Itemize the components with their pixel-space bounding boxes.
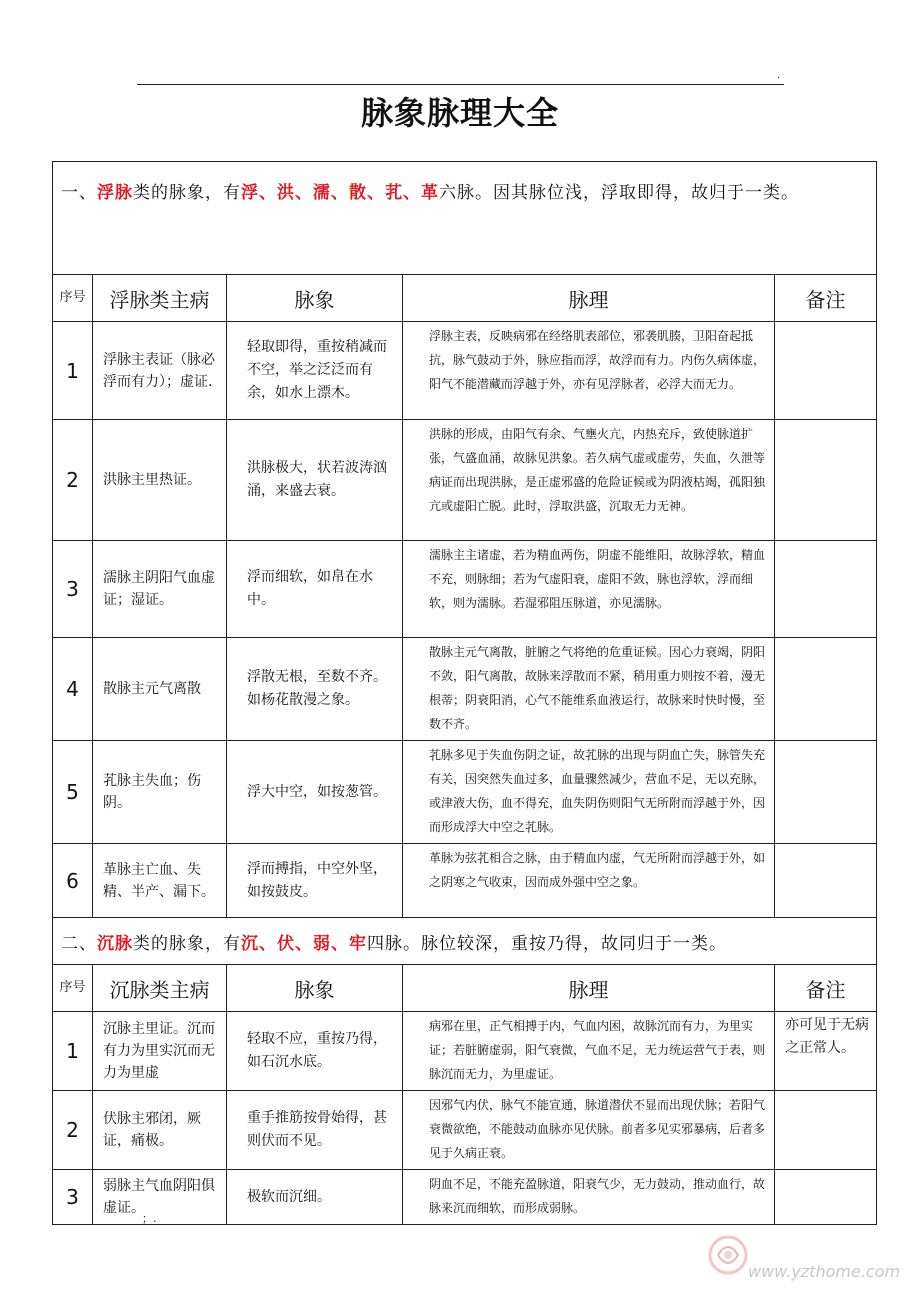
row-principle: 散脉主元气离散，脏腑之气将绝的危重证候。因心力衰竭，阴阳不敛，阳气离散，故脉来浮散而不紧，稍用重力则按不着，漫无根蒂；阴衰阳消，心气不能维系血液运行，故脉来时快时慢，至数不齐。 [403,638,775,741]
section-2-suffix: 四脉。脉位较深，重按乃得，故同归于一类。 [367,933,727,954]
row-principle: 浮脉主表，反映病邪在经络肌表部位，邪袭肌腠，卫阳奋起抵抗，脉气鼓动于外，脉应指而浮，故浮而有力。内伤久病体虚，阳气不能潜藏而浮越于外，亦有见浮脉者，必浮大而无力。 [403,322,775,420]
section-1-list: 浮、洪、濡、散、芤、革 [241,183,439,203]
row-image: 浮大中空，如按葱管。 [227,741,403,844]
row-image: 极软而沉细。 [227,1170,403,1225]
pulse-table [52,161,877,1225]
table-row [53,844,877,918]
row-note [775,844,877,918]
table-row [53,420,877,541]
section-1-mid: 类的脉象，有 [133,183,241,203]
section-2-name: 沉脉 [97,933,133,954]
row-seq: 1 [53,1012,93,1091]
section-2-heading [53,918,877,965]
row-note [775,322,877,420]
header-disease: 浮脉类主病 [93,275,227,322]
row-disease: 浮脉主表证（脉必浮而有力）；虚证. [93,322,227,420]
table-row [53,322,877,420]
row-principle: 芤脉多见于失血伤阴之证，故芤脉的出现与阴血亡失，脉管失充有关，因突然失血过多，血量骤然减少，营血不足，无以充脉，或津液大伤，血不得充，血失阴伤则阳气无所附而浮越于外，因而形成浮大中空之芤脉。 [403,741,775,844]
section-1-heading-row [53,162,877,275]
row-seq: 3 [53,541,93,638]
table-row [53,1012,877,1091]
section-1-heading [53,162,877,275]
table-2-header-row [53,965,877,1012]
row-seq: 2 [53,420,93,541]
row-seq: 2 [53,1091,93,1170]
table-row [53,1091,877,1170]
watermark-logo-icon [706,1225,906,1295]
row-image: 轻取不应，重按乃得，如石沉水底。 [227,1012,403,1091]
header-image: 脉象 [227,275,403,322]
section-1-name: 浮脉 [97,183,133,203]
row-image: 浮而细软，如帛在水中。 [227,541,403,638]
row-note [775,541,877,638]
row-note [775,1170,877,1225]
row-disease: 散脉主元气离散 [93,638,227,741]
section-2-prefix: 二、 [61,933,97,954]
table-row [53,638,877,741]
row-principle: 濡脉主主诸虚，若为精血两伤，阴虚不能维阳，故脉浮软，精血不充，则脉细；若为气虚阳衰，虚阳不敛，脉也浮软，浮而细软，则为濡脉。若湿邪阻压脉道，亦见濡脉。 [403,541,775,638]
row-disease: 沉脉主里证。沉而有力为里实沉而无力为里虚 [93,1012,227,1091]
footer-mark: ；. [142,1212,157,1225]
section-1-prefix: 一、 [61,183,97,203]
row-seq: 3 [53,1170,93,1225]
header-note: 备注 [775,965,877,1012]
row-principle: 病邪在里，正气相搏于内，气血内困，故脉沉而有力，为里实证；若脏腑虚弱，阳气衰微，气血不足，无力统运营气于表，则脉沉而无力，为里虚证。 [403,1012,775,1091]
section-2-mid: 类的脉象，有 [133,933,241,954]
row-note: 亦可见于无病之正常人。 [775,1012,877,1091]
table-row [53,541,877,638]
row-image: 轻取即得，重按稍减而不空，举之泛泛而有余，如水上漂木。 [227,322,403,420]
row-seq: 5 [53,741,93,844]
table-row [53,741,877,844]
row-note [775,420,877,541]
header-seq: 序号 [53,965,93,1012]
row-disease: 濡脉主阴阳气血虚证；湿证。 [93,541,227,638]
row-seq: 6 [53,844,93,918]
header-disease: 沉脉类主病 [93,965,227,1012]
row-image: 洪脉极大，状若波涛汹涌，来盛去衰。 [227,420,403,541]
row-principle: 阴血不足，不能充盈脉道，阳衰气少，无力鼓动，推动血行，故脉来沉而细软，而形成弱脉。 [403,1170,775,1225]
row-image: 浮散无根，至数不齐。如杨花散漫之象。 [227,638,403,741]
header-principle: 脉理 [403,275,775,322]
row-disease: 伏脉主邪闭，厥证，痛极。 [93,1091,227,1170]
row-seq: 4 [53,638,93,741]
row-note [775,1091,877,1170]
table-row [53,1170,877,1225]
row-disease: 革脉主亡血、失精、半产、漏下。 [93,844,227,918]
row-disease: 芤脉主失血；伤阴。 [93,741,227,844]
row-note [775,638,877,741]
section-2-heading-row [53,918,877,965]
header-seq: 序号 [53,275,93,322]
row-principle: 革脉为弦芤相合之脉，由于精血内虚，气无所附而浮越于外，如之阴寒之气收束，因而成外强中空之象。 [403,844,775,918]
header-image: 脉象 [227,965,403,1012]
table-1-header-row [53,275,877,322]
header-dot: . [777,70,781,81]
watermark-text: www.yzthome.com [748,1262,901,1281]
header-note: 备注 [775,275,877,322]
row-disease: 洪脉主里热证。 [93,420,227,541]
row-image: 浮而搏指，中空外坚，如按鼓皮。 [227,844,403,918]
row-principle: 洪脉的形成，由阳气有余、气壅火亢，内热充斥，致使脉道扩张，气盛血涌，故脉见洪象。若久病气虚或虚劳，失血，久泄等病证而出现洪脉，是正虚邪盛的危险证候或为阴液枯竭，孤阳独亢或虚阳亡脱。此时，浮取洪盛，沉取无力无神。 [403,420,775,541]
row-image: 重手推筋按骨始得，甚则伏而不见。 [227,1091,403,1170]
section-2-list: 沉、伏、弱、牢 [241,933,367,954]
header-rule [137,84,784,85]
row-disease: 弱脉主气血阴阳俱虚证。 [93,1170,227,1225]
header-principle: 脉理 [403,965,775,1012]
section-1-suffix: 六脉。因其脉位浅，浮取即得，故归于一类。 [439,183,799,203]
page-title: 脉象脉理大全 [360,94,559,132]
row-seq: 1 [53,322,93,420]
row-note [775,741,877,844]
row-principle: 因邪气内伏，脉气不能宣通，脉道潜伏不显而出现伏脉；若阳气衰微欲绝，不能鼓动血脉亦见伏脉。前者多见实邪暴病，后者多见于久病正衰。 [403,1091,775,1170]
